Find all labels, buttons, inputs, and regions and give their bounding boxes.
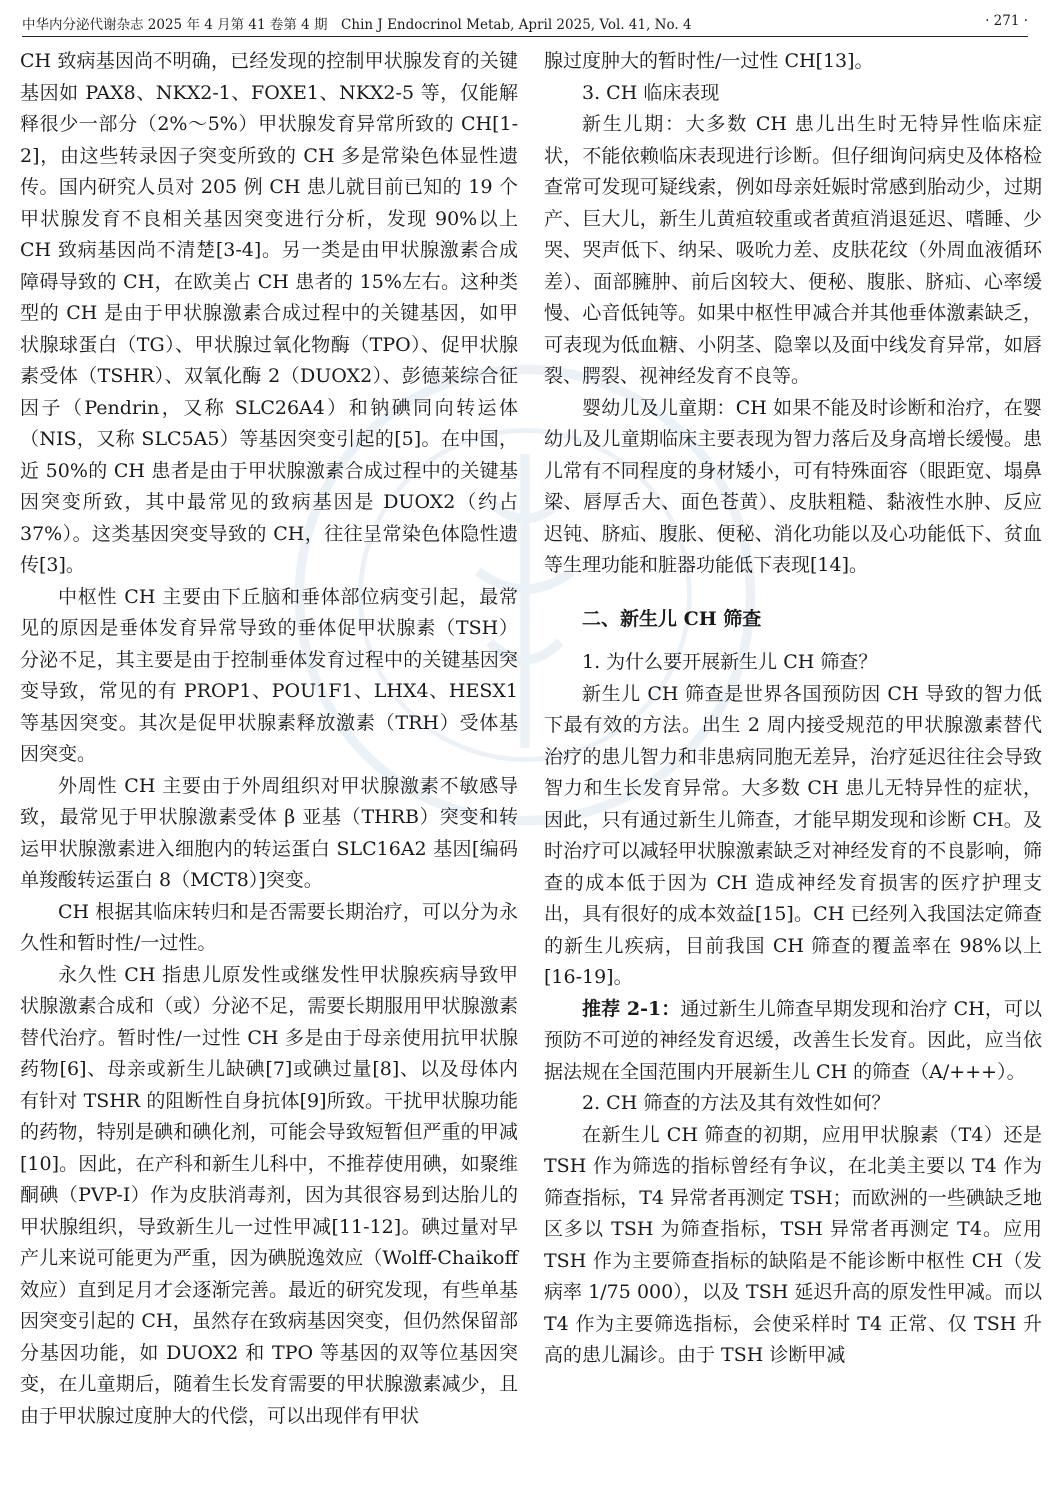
paragraph: 新生儿 CH 筛查是世界各国预防因 CH 导致的智力低下最有效的方法。出生 2 周内接受规范的甲状腺激素替代治疗的患儿智力和非患病同胞无差异，治疗延迟往往会导致智力和生长发育异常。大多数 CH 患儿无特异性的症状，因此，只有通过新生儿筛查，才能早期发现和诊断 CH。及时治疗可以减轻甲状腺激素缺乏对神经发育的不良影响，筛查的成本低于因为 CH 造成神经发育损害的医疗护理支出，具有很好的成本效益[15]。CH 已经列入我国法定筛查的新生儿疾病，目前我国 CH 筛查的覆盖率在 98%以上[16-19]。 [544, 682, 1042, 988]
paragraph: 婴幼儿及儿童期：CH 如果不能及时诊断和治疗，在婴幼儿及儿童期临床主要表现为智力落后及身高增长缓慢。患儿常有不同程度的身材矮小，可有特殊面容（眼距宽、塌鼻梁、唇厚舌大、面色苍黄）、皮肤粗糙、黏液性水肿、反应迟钝、脐疝、腹胀、便秘、消化功能以及心功能低下、贫血等生理功能和脏器功能低下表现[14]。 [544, 396, 1042, 576]
right-column [544, 46, 1042, 1372]
subsection-title: 3. CH 临床表现 [582, 81, 720, 104]
paragraph: 外周性 CH 主要由于外周组织对甲状腺激素不敏感导致，最常见于甲状腺激素受体 β 亚基（THRB）突变和转运甲状腺激素进入细胞内的转运蛋白 SLC16A2 基因[编码单羧酸转运蛋白 8（MCT8）]突变。 [20, 774, 518, 891]
paragraph: 新生儿期：大多数 CH 患儿出生时无特异性临床症状，不能依赖临床表现进行诊断。但仔细询问病史及体格检查常可发现可疑线索，例如母亲妊娠时常感到胎动少，过期产、巨大儿，新生儿黄疸较重或者黄疸消退延迟、嗜睡、少哭、哭声低下、纳呆、吸吮力差、皮肤花纹（外周血液循环差）、面部臃肿、前后囟较大、便秘、腹胀、脐疝、心率缓慢、心音低钝等。如果中枢性甲减合并其他垂体激素缺乏，可表现为低血糖、小阴茎、隐睾以及面中线发育异常，如唇裂、腭裂、视神经发育不良等。 [544, 113, 1042, 387]
running-header [22, 8, 1028, 37]
paragraph: 在新生儿 CH 筛查的初期，应用甲状腺素（T4）还是 TSH 作为筛选的指标曾经有争议，在北美主要以 T4 作为筛查指标，T4 异常者再测定 TSH；而欧洲的一些碘缺乏地区多以 TSH 为筛查指标，TSH 异常者再测定 T4。应用 TSH 作为主要筛查指标的缺陷是不能诊断中枢性 CH（发病率 1/75 000），以及 TSH 延迟升高的原发性甲减。而以 T4 作为主要筛选指标，会使采样时 T4 正常、仅 TSH 升高的患儿漏诊。由于 TSH 诊断甲减 [544, 1123, 1042, 1366]
page-number: · 271 · [985, 13, 1028, 29]
recommendation-text: 通过新生儿筛查早期发现和治疗 CH，可以预防不可逆的神经发育迟缓，改善生长发育。因此，应当依据法规在全国范围内开展新生儿 CH 的筛查（A/+++）。 [544, 997, 1042, 1083]
paragraph: 永久性 CH 指患儿原发性或继发性甲状腺疾病导致甲状腺激素合成和（或）分泌不足，需要长期服用甲状腺激素替代治疗。暂时性/一过性 CH 多是由于母亲使用抗甲状腺药物[6]、母亲或新生儿缺碘[7]或碘过量[8]、以及母体内有针对 TSHR 的阻断性自身抗体[9]所致。干扰甲状腺功能的药物，特别是碘和碘化剂，可能会导致短暂但严重的甲减[10]。因此，在产科和新生儿科中，不推荐使用碘，如聚维酮碘（PVP-I）作为皮肤消毒剂，因为其很容易到达胎儿的甲状腺组织，导致新生儿一过性甲减[11-12]。碘过量对早产儿来说可能更为严重，因为碘脱逸效应（Wolff-Chaikoff 效应）直到足月才会逐渐完善。最近的研究发现，有些单基因突变引起的 CH，虽然存在致病基因突变，但仍然保留部分基因功能，如 DUOX2 和 TPO 等基因的双等位基因突变，在儿童期后，随着生长发育需要的甲状腺激素减少，且由于甲状腺过度肿大的代偿，可以出现伴有甲状 [20, 963, 518, 1427]
paragraph: CH 根据其临床转归和是否需要长期治疗，可以分为永久性和暂时性/一过性。 [20, 900, 518, 954]
left-column [20, 46, 518, 1432]
paragraph: 腺过度肿大的暂时性/一过性 CH[13]。 [544, 50, 874, 72]
paragraph: 中枢性 CH 主要由下丘脑和垂体部位病变引起，最常见的原因是垂体发育异常导致的垂体促甲状腺素（TSH）分泌不足，其主要是由于控制垂体发育过程中的关键基因突变导致，常见的有 PROP1、POU1F1、LHX4、HESX1 等基因突变。其次是促甲状腺素释放激素（TRH）受体基因突变。 [20, 585, 518, 765]
recommendation [544, 994, 1042, 1089]
section-heading: 二、新生儿 CH 筛查 [582, 607, 762, 630]
recommendation-label: 推荐 2-1： [582, 997, 681, 1020]
journal-citation: 中华内分泌代谢杂志 2025 年 4 月第 41 卷第 4 期 Chin J Endocrinol Metab, April 2025, Vol. 41, No. 4 [22, 17, 692, 33]
subsection-title: 2. CH 筛查的方法及其有效性如何？ [582, 1092, 891, 1114]
subsection-title: 1. 为什么要开展新生儿 CH 筛查？ [582, 651, 878, 673]
paragraph: CH 致病基因尚不明确，已经发现的控制甲状腺发育的关键基因如 PAX8、NKX2-1、FOXE1、NKX2-5 等，仅能解释很少一部分（2%～5%）甲状腺发育异常所致的 CH[1-2]，由这些转录因子突变所致的 CH 多是常染色体显性遗传。国内研究人员对 205 例 CH 患儿就目前已知的 19 个甲状腺发育不良相关基因突变进行分析，发现 90%以上 CH 致病基因尚不清楚[3-4]。另一类是由甲状腺激素合成障碍导致的 CH，在欧美占 CH 患者的 15%左右。这种类型的 CH 是由于甲状腺激素合成过程中的关键基因，如甲状腺球蛋白（TG）、甲状腺过氧化物酶（TPO）、促甲状腺素受体（TSHR）、双氧化酶 2（DUOX2）、彭德莱综合征因子（Pendrin，又称 SLC26A4）和钠碘同向转运体（NIS，又称 SLC5A5）等基因突变引起的[5]。在中国，近 50%的 CH 患者是由于甲状腺激素合成过程中的关键基因突变所致，其中最常见的致病基因是 DUOX2（约占 37%）。这类基因突变导致的 CH，往往呈常染色体隐性遗传[3]。 [20, 50, 518, 576]
